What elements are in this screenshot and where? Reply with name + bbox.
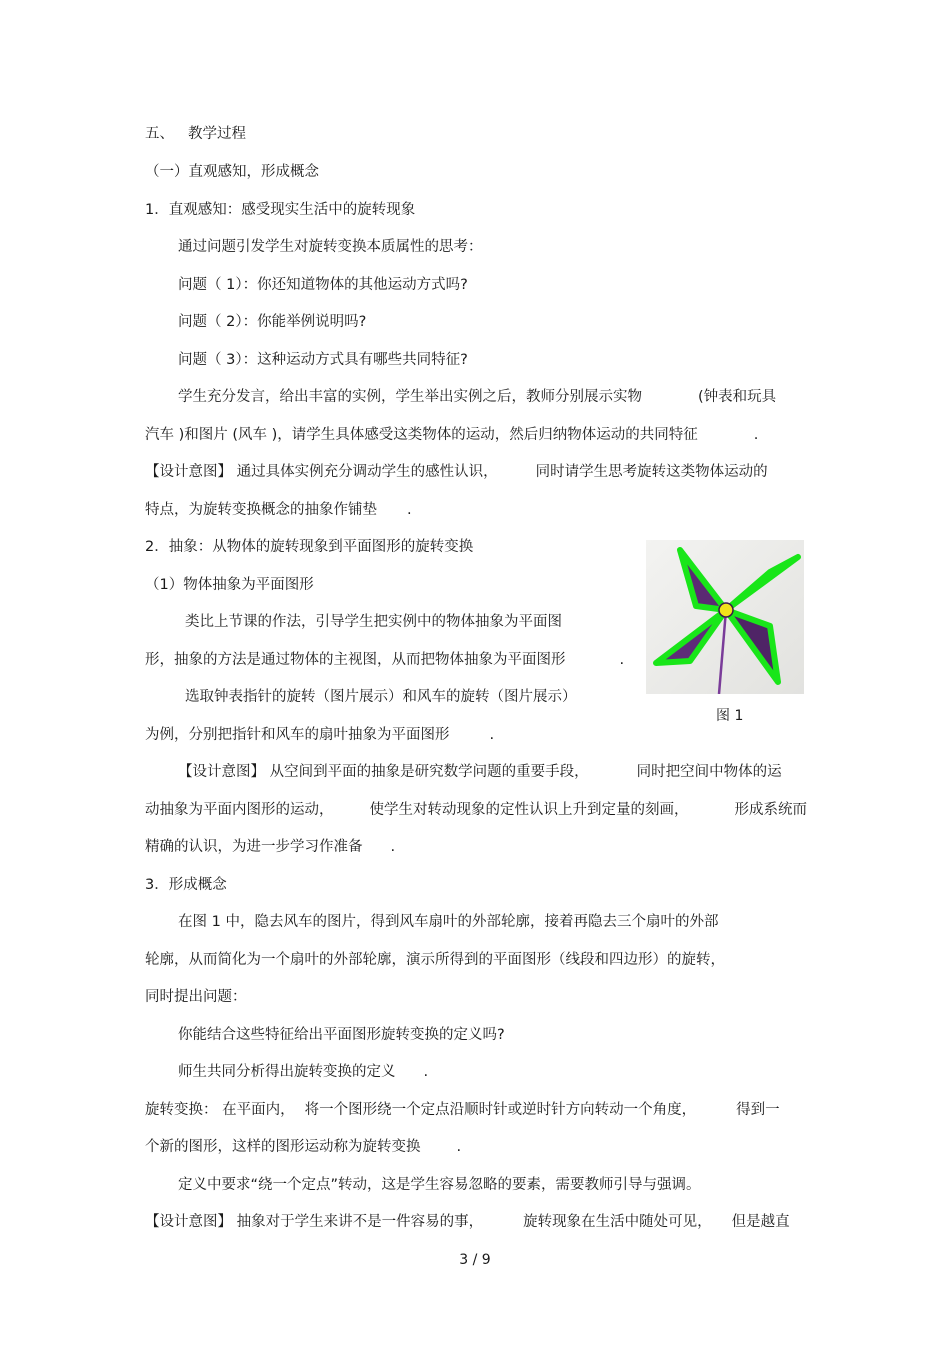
text-span: . <box>456 1139 462 1155</box>
question-3: 问题（ 3）：这种运动方式具有哪些共同特征? <box>178 352 468 368</box>
definition-line1 <box>145 1100 780 1120</box>
part2-para1-line1: 类比上节课的作法，引导学生把实例中的物体抽象为平面图 <box>185 614 562 630</box>
figure-caption: 图 1 <box>716 708 744 724</box>
part1-intro: 通过问题引发学生对旋转变换本质属性的思考： <box>178 239 483 255</box>
part2-subtitle: （1）物体抽象为平面图形 <box>145 577 314 593</box>
part3-para-line3: 同时提出问题： <box>145 989 247 1005</box>
section-title: 教学过程 <box>188 126 246 142</box>
part3-para-line2: 轮廓，从而简化为一个扇叶的外部轮廓，演示所得到的平面图形（线段和四边形）的旋转， <box>145 952 725 968</box>
pinwheel-hub <box>719 603 733 617</box>
part1-para-line2 <box>145 425 758 445</box>
part3-analysis <box>178 1062 428 1082</box>
page-number: 3 / 9 <box>459 1252 491 1268</box>
text-span: 汽车 )和图片 (风车 )，请学生具体感受这类物体的运动，然后归纳物体运动的共同特征 <box>145 427 698 443</box>
text-span: . <box>390 839 396 855</box>
part2-para1-line2 <box>145 650 624 670</box>
blade-left <box>656 610 726 663</box>
part2-title: 2．抽象：从物体的旋转现象到平面图形的旋转变换 <box>145 539 474 555</box>
text-span: . <box>423 1064 429 1080</box>
part3-question: 你能结合这些特征给出平面图形旋转变换的定义吗? <box>178 1027 505 1043</box>
part2-para2-line1: 选取钟表指针的旋转（图片展示）和风车的旋转（图片展示） <box>185 689 577 705</box>
text-span: 【设计意图】 从空间到平面的抽象是研究数学问题的重要手段， <box>178 764 589 780</box>
text-span: 形，抽象的方法是通过物体的主视图，从而把物体抽象为平面图形 <box>145 652 566 668</box>
text-span: 师生共同分析得出旋转变换的定义 <box>178 1064 396 1080</box>
section-heading <box>145 124 246 144</box>
text-span: 将一个图形绕一个定点沿顺时针或逆时针方向转动一个角度， <box>304 1102 697 1118</box>
design-intent-3-line1 <box>145 1212 790 1232</box>
blade-top <box>680 550 726 610</box>
part3-title: 3．形成概念 <box>145 877 227 893</box>
text-span: . <box>407 502 412 518</box>
text-span: 为例，分别把指针和风车的扇叶抽象为平面图形 <box>145 727 450 743</box>
section-number: 五、 <box>145 126 174 142</box>
text-span: 旋转变换： 在平面内， <box>145 1102 295 1118</box>
subsection-title: （一）直观感知，形成概念 <box>145 164 319 180</box>
text-span: 动抽象为平面内图形的运动， <box>145 802 334 818</box>
text-span: 学生充分发言，给出丰富的实例，学生举出实例之后，教师分别展示实物 <box>178 389 642 405</box>
text-span: 精确的认识，为进一步学习作准备 <box>145 839 363 855</box>
text-span: 旋转现象在生活中随处可见， <box>523 1214 712 1230</box>
design-intent-2-line3 <box>145 837 395 857</box>
text-span: 特点，为旋转变换概念的抽象作铺垫 <box>145 502 377 518</box>
pinwheel-image <box>646 540 804 694</box>
design-intent-1-line1 <box>145 462 768 482</box>
text-span: 但是越直 <box>731 1214 790 1230</box>
text-span: 同时请学生思考旋转这类物体运动的 <box>535 464 768 480</box>
text-span: (钟表和玩具 <box>698 389 777 405</box>
text-span: 同时把空间中物体的运 <box>636 764 782 780</box>
part1-title: 1．直观感知：感受现实生活中的旋转现象 <box>145 202 416 218</box>
text-span: 个新的图形，这样的图形运动称为旋转变换 <box>145 1139 421 1155</box>
text-span: 得到一 <box>736 1102 780 1118</box>
part1-para-line1 <box>178 387 776 407</box>
text-span: 【设计意图】 通过具体实例充分调动学生的感性认识， <box>145 464 498 480</box>
text-span: 形成系统而 <box>734 802 807 818</box>
part2-para2-line2 <box>145 725 494 745</box>
text-span: . <box>619 652 625 668</box>
text-span: 【设计意图】 抽象对于学生来讲不是一件容易的事， <box>145 1214 484 1230</box>
question-2: 问题（ 2）：你能举例说明吗? <box>178 314 367 330</box>
question-1: 问题（ 1）：你还知道物体的其他运动方式吗? <box>178 277 468 293</box>
text-span: . <box>753 427 759 443</box>
definition-line2 <box>145 1137 461 1157</box>
design-intent-2-line1 <box>178 762 782 782</box>
definition-note: 定义中要求“绕一个定点”转动，这是学生容易忽略的要素，需要教师引导与强调。 <box>178 1177 701 1193</box>
text-span: . <box>489 727 495 743</box>
design-intent-2-line2 <box>145 800 807 820</box>
design-intent-1-line2 <box>145 500 412 520</box>
text-span: 使学生对转动现象的定性认识上升到定量的刻画， <box>369 802 689 818</box>
pinwheel-figure <box>646 540 804 694</box>
blade-bottom <box>726 610 778 682</box>
blade-right <box>726 557 798 610</box>
part3-para-line1: 在图 1 中，隐去风车的图片，得到风车扇叶的外部轮廓，接着再隐去三个扇叶的外部 <box>178 914 719 930</box>
